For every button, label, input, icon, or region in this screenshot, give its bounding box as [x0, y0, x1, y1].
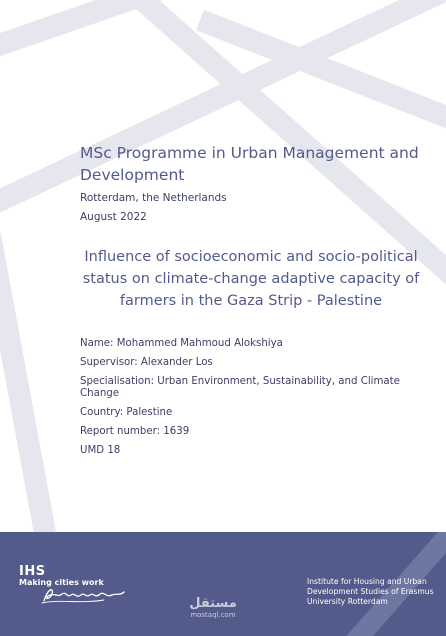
date: August 2022	[80, 211, 147, 223]
erasmus-signature-logo	[40, 584, 126, 606]
country: Country: Palestine	[80, 407, 173, 418]
ihs-tagline: Making cities work	[19, 578, 104, 587]
supervisor: Supervisor: Alexander Los	[80, 357, 213, 368]
specialisation: Specialisation: Urban Environment, Sustainability, and Climate Change	[80, 376, 400, 399]
umd-number: UMD 18	[80, 445, 121, 456]
mostaql-watermark	[183, 596, 243, 619]
author-name: Name: Mohammed Mahmoud Alokshiya	[80, 338, 283, 349]
programme-title: MSc Programme in Urban Management and Development	[80, 144, 419, 184]
thesis-title: Influence of socioeconomic and socio-political status on climate-change adaptive capacity of farmers in the Gaza Strip - Palestine	[82, 249, 420, 309]
report-number: Report number: 1639	[80, 426, 190, 437]
watermark-sub: mostaql.com	[190, 611, 236, 619]
institute-name: Institute for Housing and Urban Development Studies of Erasmus University Rotterdam	[307, 577, 434, 606]
thesis-details	[80, 338, 400, 464]
watermark-main: مستقل	[189, 596, 237, 611]
location: Rotterdam, the Netherlands	[80, 192, 227, 204]
ihs-logo: IHS	[19, 564, 46, 579]
